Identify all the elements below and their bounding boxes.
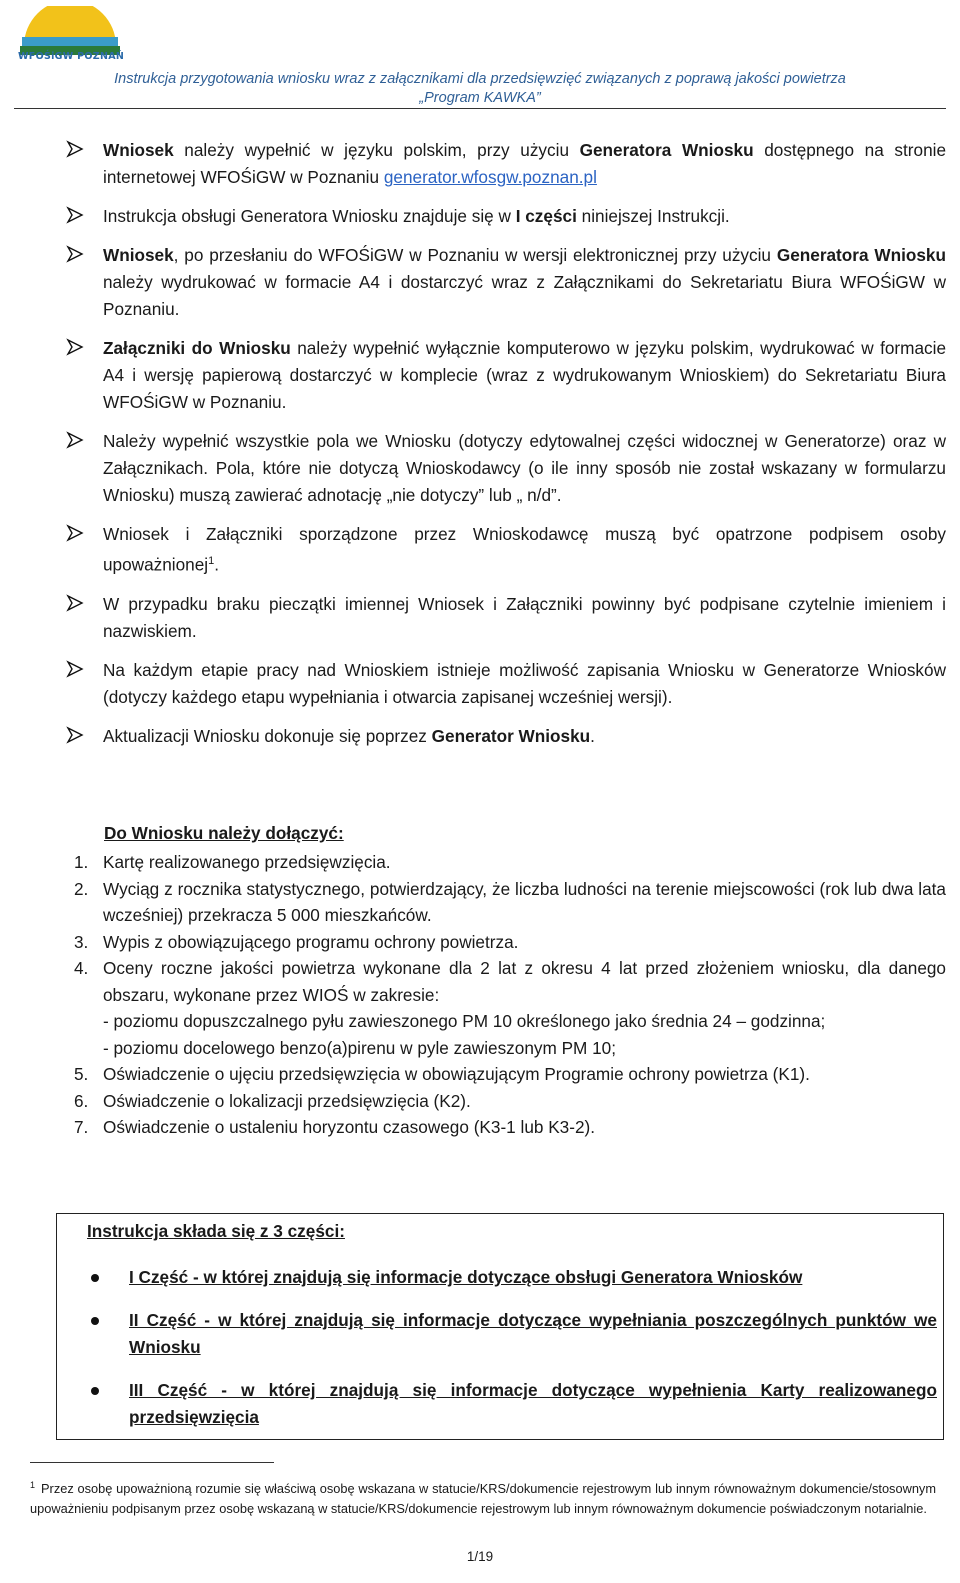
rule-text: Aktualizacji Wniosku dokonuje się poprzez [103,725,432,746]
rule-bold: Załączniki do Wniosku [103,338,291,358]
part-text: I Część - w której znajdują się informacje dotyczące obsługi Generatora Wniosków [129,1267,803,1287]
rule-bold: I części [515,206,577,226]
rule-text: niniejszej Instrukcji. [576,206,730,226]
part-text: II Część - w której znajdują się informacje dotyczące wypełniania poszczególnych punktów we Wniosku [129,1310,937,1357]
item-subpoint: - poziomu dopuszczalnego pyłu zawieszonego PM 10 określonego jako średnia 24 – godzinna; [103,1011,826,1031]
bullet-dot-icon [91,1387,99,1395]
item-text: Oświadczenie o ustaleniu horyzontu czasowego (K3-1 lub K3-2). [103,1117,596,1137]
rule-text: należy wypełnić wyłącznie komputerowo w języku polskim, wydrukować w formacie A4 i wersję papierową dostarczyć w komplecie (wraz z wydrukowanym Wnioskiem) do Sekretariatu Biura WFOŚiGW w Poznaniu. [103,338,947,412]
rule-item [66,242,946,323]
attachment-item [74,1114,946,1141]
attachments-heading: Do Wniosku należy dołączyć: [104,823,344,843]
instruction-part-item [87,1377,937,1431]
attachment-item [74,849,946,876]
arrow-bullet-icon [66,338,84,356]
rule-text: Instrukcja obsługi Generatora Wniosku znajduje się w [103,206,516,226]
arrow-bullet-icon [66,594,84,612]
rule-item [66,137,946,191]
rule-item [66,335,946,416]
arrow-bullet-icon [66,206,84,224]
rule-bold: Wniosek [103,245,174,265]
item-number: 6. [74,1090,89,1111]
logo-text: WFOŚiGW POZNAŃ [18,51,125,62]
rule-text: Na każdym etapie pracy nad Wnioskiem istnieje możliwość zapisania Wniosku w Generatorze Wniosków (dotyczy każdego etapu wypełniania i otwarcia zapisanej wcześniej wersji). [103,659,946,707]
rule-item [66,203,946,230]
footnote-mark: 1 [30,1480,36,1490]
footnote-text: Przez osobę upoważnioną rozumie się właściwą osobę wskazana w statucie/KRS/dokumencie rejestrowym lub innym równoważnym dokumencie/stosownym upoważnieniu podpisanym przez osobę wskazaną w statucie/KRS/dokumencie rejestrowym lub innym równoważnym dokumencie poświadczonym notarialnie. [30,1481,936,1516]
rule-item [66,591,946,645]
header-title: Instrukcja przygotowania wniosku wraz z załącznikami dla przedsięwzięć związanych z poprawą jakości powietrza [114,71,846,87]
rule-bold: Wniosek [103,140,174,160]
attachments-list [74,849,946,1141]
bullet-dot-icon [91,1274,99,1282]
item-number: 5. [74,1064,89,1084]
item-subpoint: - poziomu docelowego benzo(a)pirenu w pyle zawieszonym PM 10; [103,1037,617,1058]
footnote-divider [30,1462,274,1463]
attachment-item [74,929,946,956]
rule-text: . [214,554,220,575]
instruction-part-item [87,1307,937,1361]
header-subtitle: „Program KAWKA” [419,90,541,106]
footnote-ref[interactable]: 1 [208,555,215,567]
rule-text: . [590,725,595,746]
instruction-part-item [87,1264,937,1291]
instruction-parts-list [87,1264,937,1447]
attachment-item [74,1061,946,1088]
arrow-bullet-icon [66,660,84,678]
rule-item [66,657,946,711]
item-text: Oświadczenie o lokalizacji przedsięwzięcia (K2). [103,1090,471,1111]
attachment-item [74,1088,946,1115]
rule-text: Wniosek i Załączniki sporządzone przez Wnioskodawcę muszą być opatrzone podpisem osoby upoważnionej [103,524,946,575]
arrow-bullet-icon [66,524,84,542]
item-text: Oceny roczne jakości powietrza wykonane dla 2 lat z okresu 4 lat przed złożeniem wniosku, dla danego obszaru, wykonane przez WIOŚ w zakresie: [103,958,946,1005]
page-number: 1/19 [466,1549,494,1564]
arrow-bullet-icon [66,431,84,449]
rule-text: należy wydrukować w formacie A4 i dostarczyć wraz z Załącznikami do Sekretariatu Biura WFOŚiGW w Poznaniu. [103,272,946,319]
rule-text: dostępnego na stronie internetowej WFOŚiGW w Poznaniu [103,140,947,187]
rule-bold: Generator Wniosku [431,725,591,746]
rule-text: W przypadku braku pieczątki imiennej Wniosek i Załączniki powinny być podpisane czytelnie imieniem i nazwiskiem. [103,593,946,641]
rules-list [66,137,946,762]
footnote [30,1475,936,1519]
item-number: 1. [74,852,89,872]
item-text: Wyciąg z rocznika statystycznego, potwierdzający, że liczba ludności na terenie miejscowości (rok lub dwa lata wcześniej) przekracza 5 000 mieszkańców. [103,878,946,925]
rule-text: Należy wypełnić wszystkie pola we Wniosku (dotyczy edytowalnej części widocznej w Generatorze) oraz w Załącznikach. Pola, które nie dotyczą Wnioskodawcy (o ile inny sposób nie został wskazany w formularzu Wniosku) muszą zawierać adnotację „nie dotyczy” lub „ n/d”. [103,431,946,505]
rule-bold: Generatora Wniosku [776,245,946,265]
rule-item [66,521,946,579]
arrow-bullet-icon [66,726,84,744]
item-text: Oświadczenie o ujęciu przedsięwzięcia w obowiązującym Programie ochrony powietrza (K1). [103,1064,810,1084]
attachment-item [74,955,946,1061]
rule-item [66,428,946,509]
rule-text: , po przesłaniu do WFOŚiGW w Poznaniu w wersji elektronicznej przy użyciu [173,245,777,265]
item-text: Wypis z obowiązującego programu ochrony powietrza. [103,931,519,952]
item-number: 3. [74,931,89,952]
attachment-item [74,876,946,929]
header-divider [14,108,946,109]
arrow-bullet-icon [66,245,84,263]
arrow-bullet-icon [66,140,84,158]
instruction-parts-heading: Instrukcja składa się z 3 części: [87,1221,345,1241]
item-text: Kartę realizowanego przedsięwzięcia. [103,852,391,872]
generator-link[interactable]: generator.wfosgw.poznan.pl [383,167,597,187]
rule-text: należy wypełnić w języku polskim, przy użyciu [173,140,580,160]
instruction-parts-box [56,1213,944,1440]
attachments-section [74,820,946,1141]
part-text: III Część - w której znajdują się informacje dotyczące wypełnienia Karty realizowanego przedsięwzięcia [129,1380,937,1427]
item-number: 4. [74,958,89,978]
rule-item [66,723,946,750]
rule-bold: Generatora Wniosku [579,140,754,160]
bullet-dot-icon [91,1317,99,1325]
item-number: 2. [74,878,89,899]
item-number: 7. [74,1117,89,1137]
